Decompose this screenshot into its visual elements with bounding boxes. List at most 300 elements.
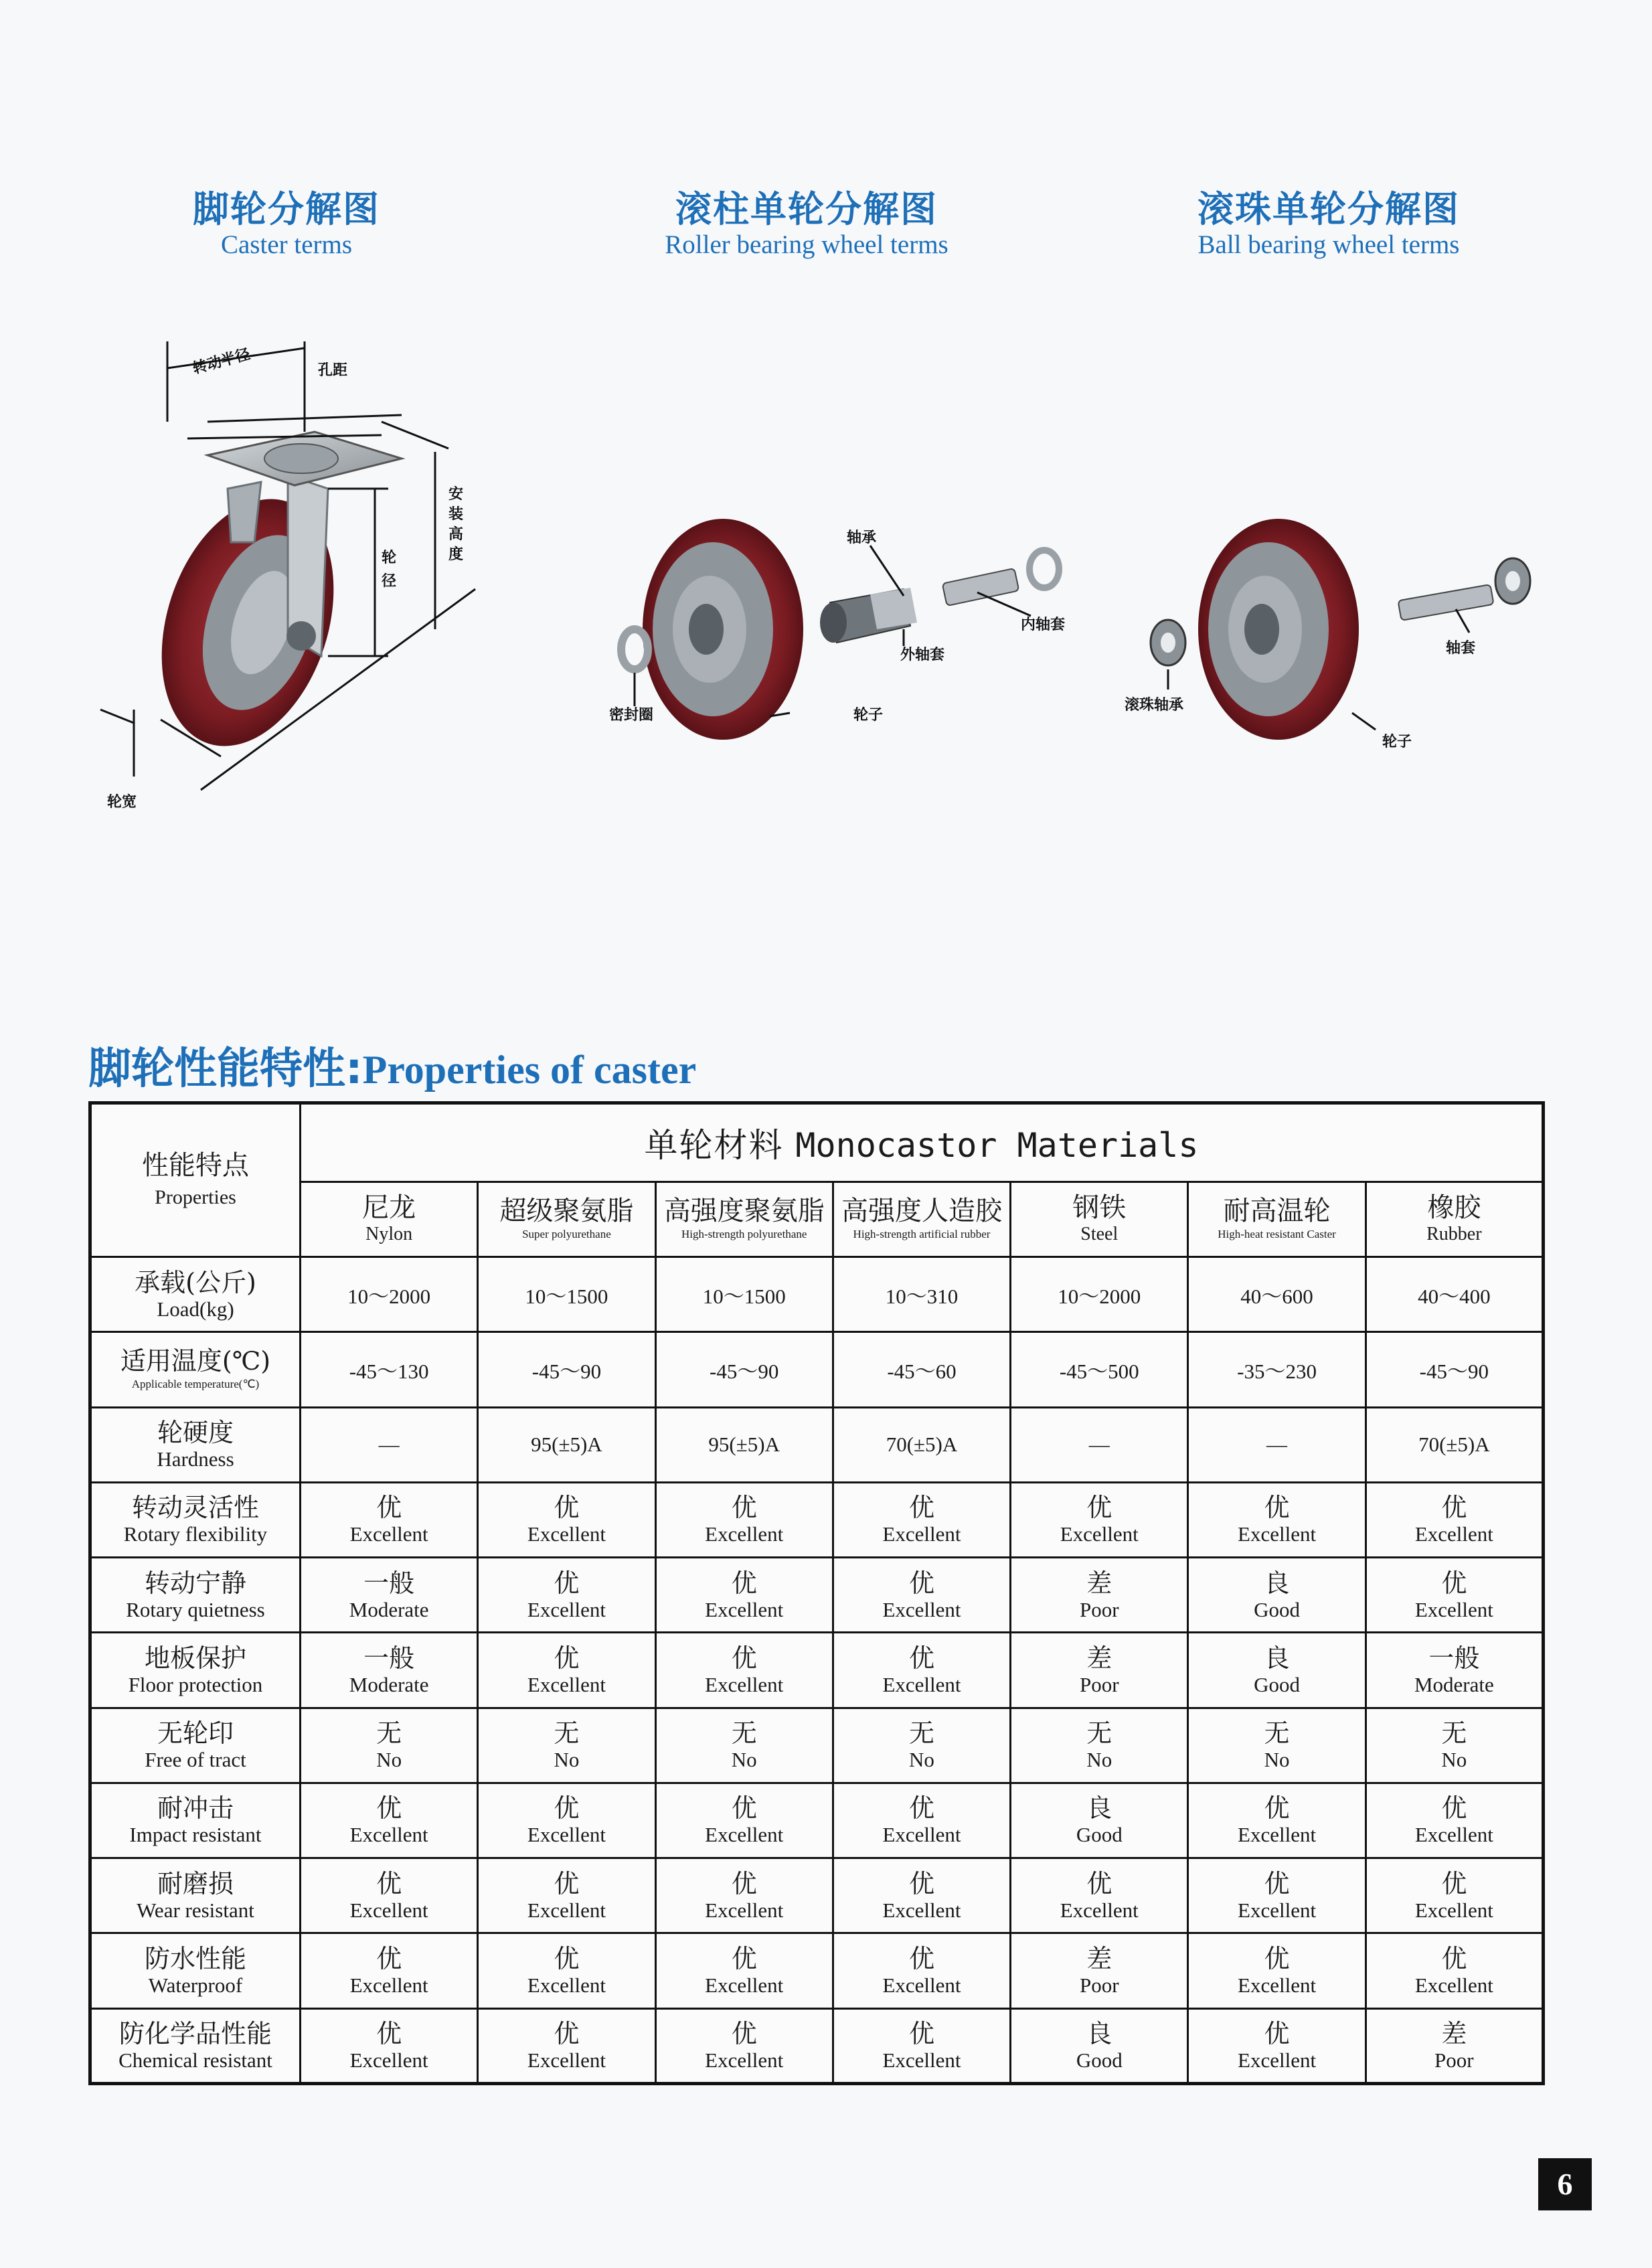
cell-rating-zh: 优 <box>1441 1493 1467 1523</box>
cell-value: -35～230 <box>1237 1360 1317 1384</box>
ball-wheel <box>1198 519 1359 740</box>
table-cell <box>655 1482 833 1557</box>
mount-height-label-1: 安 <box>448 486 464 503</box>
cell-rating-en: Good <box>1076 1823 1123 1847</box>
table-cell <box>833 1407 1010 1482</box>
inner-sleeve-label: 内轴套 <box>1021 617 1066 633</box>
cell-rating-en: Excellent <box>1414 1973 1493 1998</box>
table-cell <box>1366 1482 1543 1557</box>
row-label-zh: 适用温度(℃) <box>120 1346 271 1376</box>
cell-rating-zh: 优 <box>908 1643 934 1673</box>
cell-rating-zh: 优 <box>731 1868 757 1898</box>
table-cell <box>1011 1933 1188 2008</box>
cell-rating-zh: 差 <box>1086 1568 1112 1598</box>
cell-rating-en: Excellent <box>527 1597 606 1621</box>
ball-wheel-label: 轮子 <box>1382 734 1412 750</box>
row-label-en: Rotary quietness <box>126 1597 265 1621</box>
table-cell <box>1366 1708 1543 1783</box>
row-label-zh: 耐磨损 <box>157 1868 234 1898</box>
row-label <box>90 1933 301 2008</box>
material-name-zh: 耐高温轮 <box>1223 1195 1331 1226</box>
cell-rating-zh: 优 <box>554 1793 580 1824</box>
cell-value: 40～600 <box>1240 1285 1313 1309</box>
cell-rating-zh: 良 <box>1086 1793 1112 1824</box>
table-cell <box>655 1708 833 1783</box>
row-label-zh: 地板保护 <box>144 1643 246 1673</box>
material-header <box>1188 1182 1366 1257</box>
cell-rating-en: No <box>909 1748 934 1772</box>
table-cell <box>833 1332 1010 1407</box>
properties-heading <box>88 1034 696 1096</box>
properties-heading-en: Properties of caster <box>362 1048 697 1092</box>
table-row <box>90 1332 1544 1407</box>
cell-rating-zh: 优 <box>908 1944 934 1974</box>
mount-height-label-3: 高 <box>448 526 464 543</box>
cell-rating-en: No <box>1086 1748 1112 1772</box>
row-label <box>90 1633 301 1708</box>
row-label-zh: 无轮印 <box>157 1718 234 1749</box>
cell-rating-zh: 优 <box>1441 1568 1467 1598</box>
table-cell <box>1366 1858 1543 1933</box>
cell-rating-zh: 良 <box>1086 2018 1112 2048</box>
table-cell <box>1011 1482 1188 1557</box>
cell-rating-zh: 无 <box>554 1718 580 1749</box>
table-cell <box>833 1708 1010 1783</box>
table-cell <box>833 1783 1010 1858</box>
ball-bearing-title <box>1151 181 1506 260</box>
cell-rating-en: Excellent <box>1060 1522 1139 1546</box>
cell-rating-zh: 优 <box>908 2018 934 2048</box>
wheel-dia-label-2: 径 <box>382 573 397 590</box>
row-label-en: Wear resistant <box>137 1898 254 1922</box>
table-row <box>90 1558 1544 1633</box>
row-label-en: Waterproof <box>148 1973 243 1998</box>
cell-rating-zh: 优 <box>376 1944 402 1974</box>
hole-spacing-label: 孔距 <box>318 362 348 379</box>
material-header <box>833 1182 1010 1257</box>
row-label-zh: 承载(公斤) <box>135 1267 256 1297</box>
table-cell <box>478 1257 655 1332</box>
cell-value: 40～400 <box>1418 1285 1491 1309</box>
table-cell <box>1188 1933 1366 2008</box>
row-label <box>90 1482 301 1557</box>
table-cell <box>1188 1633 1366 1708</box>
properties-heading-zh: 脚轮性能特性: <box>88 1044 363 1094</box>
caster-diagram <box>87 321 515 830</box>
mount-height-label-4: 度 <box>448 546 464 563</box>
cell-rating-zh: 优 <box>1264 1793 1290 1824</box>
table-cell <box>1366 1332 1543 1407</box>
ball-bearing-diagram <box>1111 509 1553 763</box>
table-cell <box>301 1933 478 2008</box>
cell-rating-en: Excellent <box>705 1597 784 1621</box>
table-cell <box>655 1633 833 1708</box>
cell-rating-en: Excellent <box>882 1973 961 1998</box>
table-row <box>90 1933 1544 2008</box>
table-cell <box>655 1257 833 1332</box>
wheel-dia-label-1: 轮 <box>382 550 397 566</box>
cell-rating-zh: 无 <box>376 1718 402 1749</box>
cell-value: 10～2000 <box>347 1285 431 1309</box>
table-cell <box>1188 1332 1366 1407</box>
caster-top-plate <box>208 432 402 485</box>
cell-rating-en: Excellent <box>1238 1973 1317 1998</box>
cell-rating-en: Poor <box>1434 2048 1474 2072</box>
cell-rating-en: Excellent <box>527 1823 606 1847</box>
row-label <box>90 1257 301 1332</box>
table-cell <box>655 1933 833 2008</box>
table-cell <box>301 1332 478 1407</box>
table-cell <box>1011 1633 1188 1708</box>
mount-height-label-2: 装 <box>448 506 464 523</box>
row-label-en: Load(kg) <box>157 1297 234 1321</box>
cell-rating-en: Moderate <box>1414 1672 1494 1696</box>
cell-rating-en: Excellent <box>1414 1597 1493 1621</box>
row-label-en: Rotary flexibility <box>123 1522 268 1546</box>
table-cell <box>478 1558 655 1633</box>
cell-value: 10～1500 <box>702 1285 786 1309</box>
cell-rating-zh: 差 <box>1086 1643 1112 1673</box>
cell-rating-zh: 优 <box>554 1568 580 1598</box>
row-label-zh: 轮硬度 <box>157 1418 234 1448</box>
material-name-en: High-heat resistant Caster <box>1218 1227 1336 1240</box>
cell-rating-en: Moderate <box>349 1672 429 1696</box>
cell-rating-en: No <box>1441 1748 1467 1772</box>
table-row <box>90 1858 1544 1933</box>
row-label <box>90 1332 301 1407</box>
table-cell <box>833 1558 1010 1633</box>
cell-rating-zh: 无 <box>1086 1718 1112 1749</box>
table-cell <box>1188 1783 1366 1858</box>
ball-bearing-right <box>1495 558 1530 604</box>
cell-value: — <box>378 1433 400 1457</box>
cell-value: 95(±5)A <box>531 1433 602 1457</box>
cell-rating-zh: 优 <box>1086 1493 1112 1523</box>
material-name-en: High-strength artificial rubber <box>853 1227 991 1240</box>
roller-bearing-title-en: Roller bearing wheel terms <box>665 230 948 259</box>
material-name-zh: 橡胶 <box>1427 1192 1481 1223</box>
cell-rating-en: Poor <box>1079 1672 1119 1696</box>
material-name-zh: 钢铁 <box>1072 1192 1127 1223</box>
header-materials-en: Monocastor Materials <box>795 1126 1199 1165</box>
cell-rating-en: Excellent <box>882 2048 961 2072</box>
cell-rating-zh: 差 <box>1441 2018 1467 2048</box>
header-properties-zh: 性能特点 <box>142 1150 249 1181</box>
cell-rating-zh: 优 <box>1264 1868 1290 1898</box>
cell-rating-zh: 优 <box>554 1944 580 1974</box>
table-cell <box>1011 1783 1188 1858</box>
cell-rating-en: Excellent <box>705 1898 784 1922</box>
table-cell <box>1188 1558 1366 1633</box>
table-row <box>90 2008 1544 2083</box>
ball-bearing-left <box>1151 620 1185 665</box>
row-label <box>90 1708 301 1783</box>
material-name-zh: 尼龙 <box>362 1192 416 1223</box>
material-name-zh: 高强度人造胶 <box>841 1195 1002 1226</box>
table-cell <box>833 1257 1010 1332</box>
roller-bearing-title-zh: 滚柱单轮分解图 <box>675 188 938 230</box>
cell-rating-en: Excellent <box>527 1973 606 1998</box>
cell-rating-zh: 优 <box>554 1493 580 1523</box>
cell-rating-en: Excellent <box>527 1672 606 1696</box>
table-cell <box>655 1558 833 1633</box>
table-cell <box>478 1783 655 1858</box>
caster-terms-title-zh: 脚轮分解图 <box>193 188 380 230</box>
cell-value: -45～500 <box>1059 1360 1139 1384</box>
table-cell <box>1011 1708 1188 1783</box>
cell-rating-en: Good <box>1254 1672 1300 1696</box>
table-cell <box>655 2008 833 2083</box>
properties-body <box>90 1257 1544 2084</box>
bearing-label: 轴承 <box>847 530 877 546</box>
row-label-zh: 防化学品性能 <box>118 2018 272 2048</box>
material-name-en: Super polyurethane <box>522 1227 611 1240</box>
cell-value: 70(±5)A <box>1418 1433 1490 1457</box>
cell-value: -45～90 <box>710 1360 779 1384</box>
table-cell <box>478 1482 655 1557</box>
table-cell <box>478 1407 655 1482</box>
cell-rating-en: No <box>376 1748 402 1772</box>
table-row <box>90 1783 1544 1858</box>
cell-rating-zh: 优 <box>1264 1944 1290 1974</box>
table-cell <box>655 1783 833 1858</box>
table-cell <box>301 1783 478 1858</box>
cell-rating-zh: 良 <box>1264 1643 1290 1673</box>
cell-rating-en: Excellent <box>527 1898 606 1922</box>
table-cell <box>1011 1558 1188 1633</box>
roller-inner-sleeve <box>942 568 1019 606</box>
cell-rating-en: Excellent <box>1238 2048 1317 2072</box>
cell-rating-zh: 优 <box>376 1793 402 1824</box>
cell-value: 10～310 <box>885 1285 959 1309</box>
cell-rating-zh: 优 <box>908 1568 934 1598</box>
cell-value: 70(±5)A <box>886 1433 958 1457</box>
cell-rating-en: Excellent <box>1414 1898 1493 1922</box>
cell-rating-en: Excellent <box>1238 1522 1317 1546</box>
row-label-en: Free of tract <box>145 1748 246 1772</box>
header-materials <box>301 1103 1544 1182</box>
cell-rating-en: Excellent <box>882 1823 961 1847</box>
cell-rating-zh: 差 <box>1086 1944 1112 1974</box>
table-cell <box>833 1858 1010 1933</box>
cell-rating-zh: 优 <box>376 1868 402 1898</box>
cell-rating-en: No <box>1264 1748 1290 1772</box>
cell-rating-en: Excellent <box>882 1672 961 1696</box>
table-cell <box>478 1633 655 1708</box>
row-label-en: Hardness <box>157 1447 234 1471</box>
roller-bearing-diagram <box>589 509 1125 750</box>
material-header <box>1366 1182 1543 1257</box>
cell-rating-zh: 一般 <box>363 1643 415 1673</box>
cell-rating-zh: 无 <box>908 1718 934 1749</box>
table-cell <box>1011 1407 1188 1482</box>
cell-value: — <box>1266 1433 1288 1457</box>
table-cell <box>1366 1783 1543 1858</box>
cell-rating-zh: 优 <box>908 1493 934 1523</box>
table-cell <box>1188 1482 1366 1557</box>
cell-rating-en: Excellent <box>1238 1823 1317 1847</box>
table-cell <box>1366 1933 1543 2008</box>
cell-rating-en: No <box>554 1748 580 1772</box>
table-cell <box>1188 1407 1366 1482</box>
table-cell <box>301 1407 478 1482</box>
material-name-en: Rubber <box>1426 1223 1482 1244</box>
table-row <box>90 1633 1544 1708</box>
table-cell <box>1188 2008 1366 2083</box>
roller-bearing <box>820 588 917 643</box>
table-cell <box>301 2008 478 2083</box>
cell-rating-zh: 优 <box>1264 2018 1290 2048</box>
cell-value: 95(±5)A <box>708 1433 780 1457</box>
row-label <box>90 1407 301 1482</box>
table-row <box>90 1482 1544 1557</box>
cell-rating-en: Poor <box>1079 1973 1119 1998</box>
table-row <box>90 1708 1544 1783</box>
row-label-zh: 防水性能 <box>144 1944 246 1974</box>
cell-rating-zh: 优 <box>554 1868 580 1898</box>
cell-rating-zh: 良 <box>1264 1568 1290 1598</box>
table-cell <box>478 1708 655 1783</box>
table-cell <box>1366 2008 1543 2083</box>
table-cell <box>478 2008 655 2083</box>
cell-rating-en: Excellent <box>1060 1898 1139 1922</box>
cell-rating-en: Excellent <box>349 1898 428 1922</box>
cell-rating-en: Excellent <box>1414 1823 1493 1847</box>
sleeve-label: 轴套 <box>1446 640 1476 657</box>
table-cell <box>1011 1332 1188 1407</box>
table-cell <box>1188 1708 1366 1783</box>
table-cell <box>301 1858 478 1933</box>
page-number: 6 <box>1538 2158 1592 2210</box>
material-name-en: Steel <box>1080 1223 1119 1244</box>
row-label-zh: 耐冲击 <box>157 1793 234 1824</box>
material-header <box>478 1182 655 1257</box>
cell-rating-zh: 优 <box>731 1944 757 1974</box>
cell-rating-en: Excellent <box>882 1597 961 1621</box>
table-header-row <box>90 1103 1544 1182</box>
material-header <box>1011 1182 1188 1257</box>
cell-rating-zh: 优 <box>554 2018 580 2048</box>
wheel-width-label: 轮宽 <box>107 794 137 811</box>
cell-rating-en: Excellent <box>1414 1522 1493 1546</box>
table-cell <box>1011 1858 1188 1933</box>
row-label-en: Chemical resistant <box>118 2048 272 2072</box>
cell-rating-zh: 优 <box>1441 1868 1467 1898</box>
table-row <box>90 1407 1544 1482</box>
caster-terms-title <box>153 181 420 260</box>
table-cell <box>655 1858 833 1933</box>
ball-bearing-title-zh: 滚珠单轮分解图 <box>1197 188 1460 230</box>
material-header-row <box>90 1182 1544 1257</box>
cell-rating-zh: 优 <box>1441 1793 1467 1824</box>
caster-terms-title-en: Caster terms <box>220 230 353 259</box>
cell-value: 10～2000 <box>1058 1285 1141 1309</box>
cell-value: -45～130 <box>349 1360 429 1384</box>
row-label <box>90 1783 301 1858</box>
header-properties <box>90 1103 301 1257</box>
table-cell <box>655 1407 833 1482</box>
table-cell <box>301 1482 478 1557</box>
cell-rating-zh: 无 <box>731 1718 757 1749</box>
cell-rating-zh: 优 <box>554 1643 580 1673</box>
row-label-en: Applicable temperature(℃) <box>131 1377 260 1390</box>
cell-rating-zh: 无 <box>1441 1718 1467 1749</box>
table-cell <box>833 1933 1010 2008</box>
table-cell <box>1366 1407 1543 1482</box>
cell-rating-en: Excellent <box>349 1823 428 1847</box>
table-cell <box>833 1482 1010 1557</box>
cell-value: -45～60 <box>887 1360 957 1384</box>
ball-bearing-title-en: Ball bearing wheel terms <box>1197 230 1460 259</box>
cell-rating-zh: 一般 <box>1428 1643 1480 1673</box>
cell-value: — <box>1088 1433 1110 1457</box>
cell-rating-zh: 优 <box>731 1793 757 1824</box>
table-cell <box>1011 1257 1188 1332</box>
cell-rating-zh: 优 <box>908 1868 934 1898</box>
cell-rating-zh: 优 <box>1086 1868 1112 1898</box>
cell-value: 10～1500 <box>525 1285 608 1309</box>
cell-rating-en: Excellent <box>527 1522 606 1546</box>
cell-value: -45～90 <box>1419 1360 1489 1384</box>
cell-value: -45～90 <box>531 1360 602 1384</box>
table-cell <box>301 1558 478 1633</box>
cell-rating-en: Excellent <box>349 1973 428 1998</box>
cell-rating-zh: 一般 <box>363 1568 415 1598</box>
cell-rating-en: Excellent <box>349 1522 428 1546</box>
material-header <box>301 1182 478 1257</box>
material-header <box>655 1182 833 1257</box>
cell-rating-en: Excellent <box>527 2048 606 2072</box>
table-cell <box>478 1858 655 1933</box>
cell-rating-en: Poor <box>1079 1597 1119 1621</box>
cell-rating-zh: 优 <box>1441 1944 1467 1974</box>
header-properties-en: Properties <box>155 1186 236 1208</box>
ball-bearing-label: 滚珠轴承 <box>1125 697 1184 714</box>
table-cell <box>478 1933 655 2008</box>
row-label-en: Floor protection <box>128 1672 263 1696</box>
cell-rating-en: Excellent <box>882 1898 961 1922</box>
table-cell <box>301 1257 478 1332</box>
cell-rating-zh: 优 <box>731 1643 757 1673</box>
table-cell <box>301 1708 478 1783</box>
row-label <box>90 1858 301 1933</box>
roller-washer <box>1029 550 1059 588</box>
row-label-zh: 转动宁静 <box>144 1568 246 1598</box>
table-cell <box>478 1332 655 1407</box>
cell-rating-en: Moderate <box>349 1597 429 1621</box>
table-cell <box>1188 1257 1366 1332</box>
material-name-en: Nylon <box>365 1223 413 1244</box>
table-cell <box>1188 1858 1366 1933</box>
cell-rating-zh: 优 <box>731 1568 757 1598</box>
table-cell <box>833 2008 1010 2083</box>
material-name-zh: 高强度聚氨脂 <box>663 1195 825 1226</box>
cell-rating-en: No <box>731 1748 757 1772</box>
cell-rating-en: Excellent <box>705 1823 784 1847</box>
cell-rating-en: Excellent <box>882 1522 961 1546</box>
material-name-zh: 超级聚氨脂 <box>499 1195 634 1226</box>
roller-seal <box>621 629 648 669</box>
roller-bearing-title <box>629 181 984 260</box>
table-cell <box>301 1633 478 1708</box>
roller-wheel <box>643 519 803 740</box>
cell-rating-en: Excellent <box>705 1522 784 1546</box>
cell-rating-zh: 优 <box>1264 1493 1290 1523</box>
table-cell <box>1366 1633 1543 1708</box>
row-label <box>90 2008 301 2083</box>
row-label <box>90 1558 301 1633</box>
row-label-zh: 转动灵活性 <box>131 1493 259 1523</box>
